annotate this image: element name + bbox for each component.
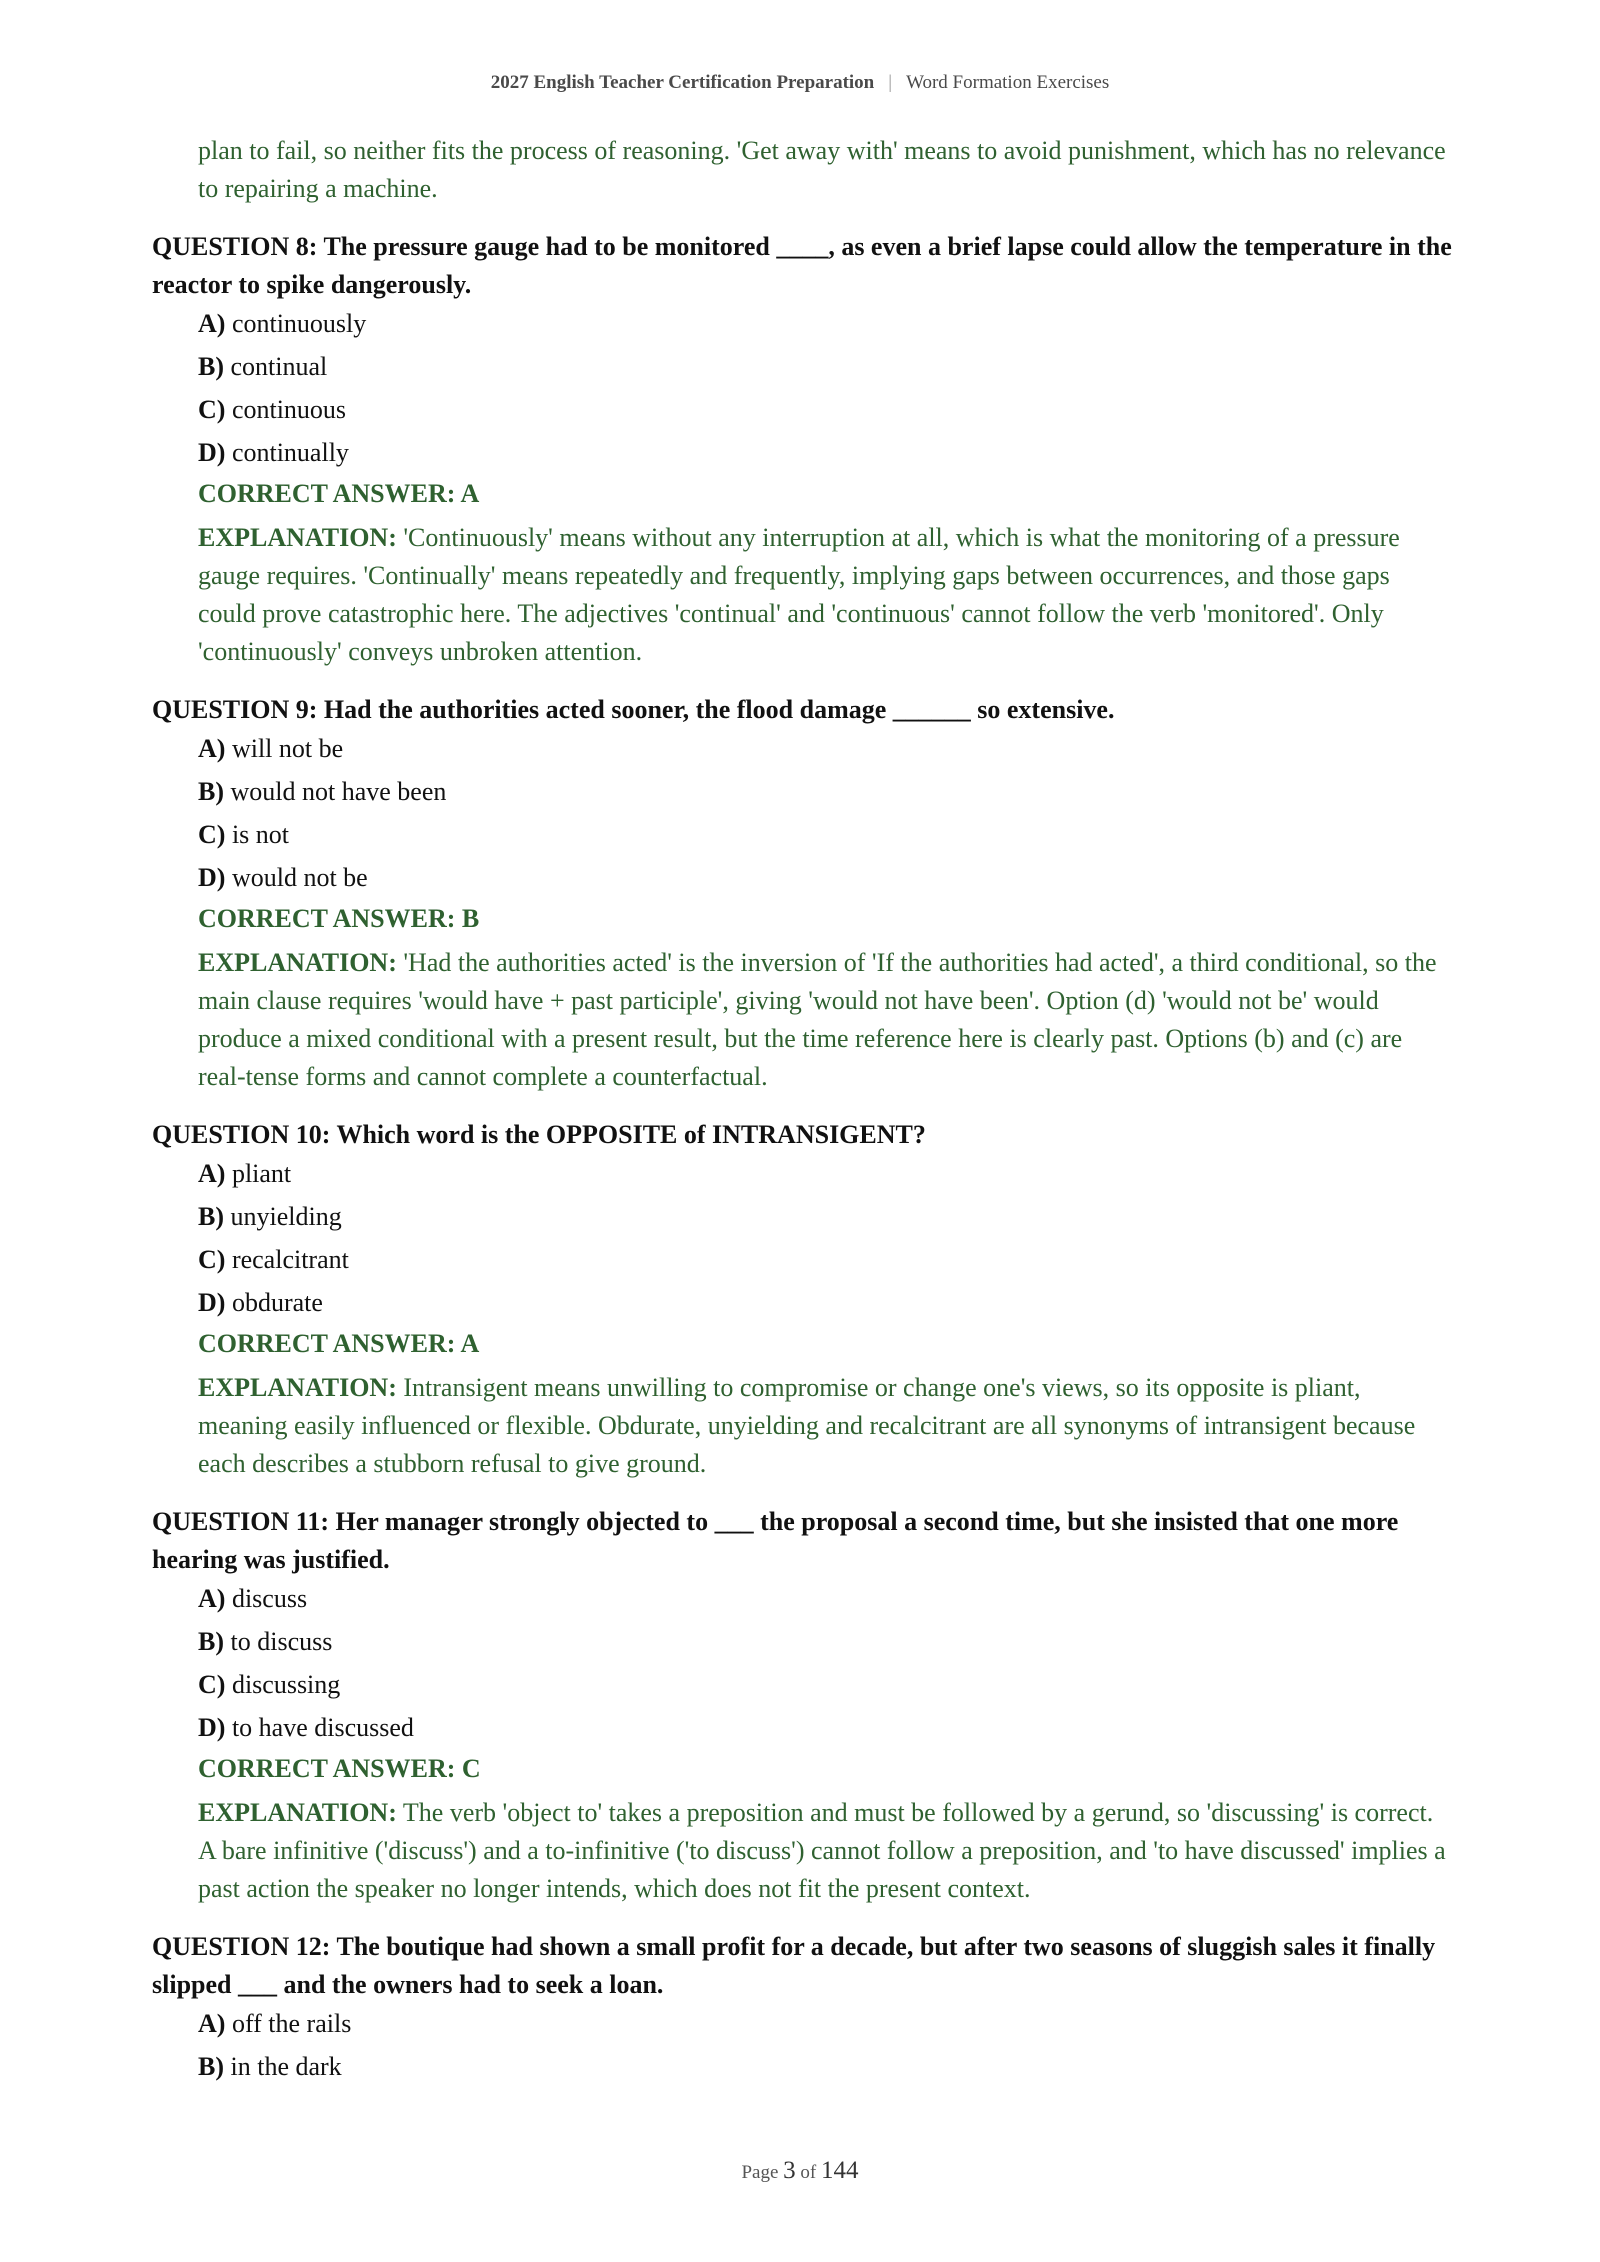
options-list <box>198 2008 1452 2083</box>
page-label: Page <box>741 2162 779 2183</box>
option-text: continual <box>230 352 328 381</box>
question-text: QUESTION 12: The boutique had shown a small profit for a decade, but after two seasons of sluggish sales it finally slipped ___ and the owners had to seek a loan. <box>152 1932 1436 1999</box>
explanation-text: The verb 'object to' takes a preposition and must be followed by a gerund, so 'discussing' is correct. A bare infinitive ('discuss') and a to-infinitive ('to discuss') cannot follow a preposition, and 'to have discussed' implies a past action the speaker no longer intends, which does not fit the present context. <box>198 1798 1446 1903</box>
option-letter: C) <box>198 1245 226 1274</box>
option-text: pliant <box>231 1159 292 1188</box>
option-letter: B) <box>198 777 224 806</box>
option-text: in the dark <box>230 2052 342 2081</box>
options-list <box>198 1583 1452 1744</box>
option-text: would not be <box>231 863 368 892</box>
option-letter: A) <box>198 1159 226 1188</box>
option-a <box>198 308 1452 340</box>
option-letter: D) <box>198 1288 226 1317</box>
correct-answer: CORRECT ANSWER: B <box>198 904 480 933</box>
option-text: is not <box>231 820 290 849</box>
option-letter: C) <box>198 1670 226 1699</box>
option-text: continuous <box>231 395 347 424</box>
explanation <box>198 1794 1452 1908</box>
option-c <box>198 819 1452 851</box>
option-letter: D) <box>198 1713 226 1742</box>
option-text: continually <box>231 438 349 467</box>
explanation <box>198 1369 1452 1483</box>
page-number: 3 <box>783 2157 796 2184</box>
options-list <box>198 733 1452 894</box>
total-pages: 144 <box>821 2157 859 2184</box>
option-text: would not have been <box>230 777 447 806</box>
page-content <box>152 132 1452 2094</box>
option-letter: A) <box>198 1584 226 1613</box>
option-c <box>198 1244 1452 1276</box>
previous-explanation-continuation: plan to fail, so neither fits the process of reasoning. 'Get away with' means to avoid punishment, which has no relevance to repairing a machine. <box>198 136 1446 203</box>
option-letter: B) <box>198 2052 224 2081</box>
option-d <box>198 1712 1452 1744</box>
option-b <box>198 776 1452 808</box>
question-block-10 <box>152 1116 1452 1483</box>
option-a <box>198 2008 1452 2040</box>
section-title: Word Formation Exercises <box>906 72 1110 93</box>
question-text: QUESTION 8: The pressure gauge had to be monitored ____, as even a brief lapse could allow the temperature in the reactor to spike dangerously. <box>152 232 1452 299</box>
option-letter: B) <box>198 1627 224 1656</box>
option-letter: A) <box>198 309 226 338</box>
explanation-label: EXPLANATION: <box>198 1373 397 1402</box>
option-text: recalcitrant <box>231 1245 349 1274</box>
option-letter: C) <box>198 395 226 424</box>
option-letter: B) <box>198 352 224 381</box>
question-text: QUESTION 11: Her manager strongly objected to ___ the proposal a second time, but she insisted that one more hearing was justified. <box>152 1507 1399 1574</box>
option-letter: C) <box>198 820 226 849</box>
document-title: 2027 English Teacher Certification Preparation <box>490 72 875 93</box>
option-letter: D) <box>198 863 226 892</box>
option-d <box>198 1287 1452 1319</box>
option-text: discussing <box>231 1670 341 1699</box>
explanation-text: 'Had the authorities acted' is the inversion of 'If the authorities had acted', a third conditional, so the main clause requires 'would have + past participle', giving 'would not have been'. Option (d) 'would not be' would produce a mixed conditional with a present result, but the time reference here is clearly past. Options (b) and (c) are real-tense forms and cannot complete a counterfactual. <box>198 948 1437 1091</box>
explanation-text: Intransigent means unwilling to compromise or change one's views, so its opposite is pliant, meaning easily influenced or flexible. Obdurate, unyielding and recalcitrant are all synonyms of intransigent because each describes a stubborn refusal to give ground. <box>198 1373 1416 1478</box>
option-b <box>198 351 1452 383</box>
option-c <box>198 394 1452 426</box>
option-text: to have discussed <box>231 1713 414 1742</box>
header-separator: | <box>888 72 893 93</box>
correct-answer: CORRECT ANSWER: A <box>198 1329 480 1358</box>
option-a <box>198 1158 1452 1190</box>
option-b <box>198 1201 1452 1233</box>
explanation <box>198 944 1452 1096</box>
option-text: will not be <box>231 734 344 763</box>
explanation-text: 'Continuously' means without any interruption at all, which is what the monitoring of a pressure gauge requires. 'Continually' means repeatedly and frequently, implying gaps between occurrences, and those gaps could prove catastrophic here. The adjectives 'continual' and 'continuous' cannot follow the verb 'monitored'. Only 'continuously' conveys unbroken attention. <box>198 523 1400 666</box>
option-text: obdurate <box>231 1288 323 1317</box>
question-block-9 <box>152 691 1452 1096</box>
option-a <box>198 1583 1452 1615</box>
question-block-12 <box>152 1928 1452 2083</box>
question-text: QUESTION 10: Which word is the OPPOSITE of INTRANSIGENT? <box>152 1120 926 1149</box>
option-text: off the rails <box>231 2009 352 2038</box>
page-footer <box>0 2157 1600 2185</box>
option-text: to discuss <box>230 1627 333 1656</box>
option-text: discuss <box>231 1584 308 1613</box>
explanation-label: EXPLANATION: <box>198 523 397 552</box>
option-text: continuously <box>231 309 367 338</box>
option-b <box>198 1626 1452 1658</box>
of-label: of <box>800 2162 817 2183</box>
options-list <box>198 1158 1452 1319</box>
explanation-label: EXPLANATION: <box>198 948 397 977</box>
option-b <box>198 2051 1452 2083</box>
explanation-label: EXPLANATION: <box>198 1798 397 1827</box>
page-header <box>0 72 1600 94</box>
option-d <box>198 437 1452 469</box>
options-list <box>198 308 1452 469</box>
option-text: unyielding <box>230 1202 342 1231</box>
option-c <box>198 1669 1452 1701</box>
option-letter: B) <box>198 1202 224 1231</box>
option-letter: D) <box>198 438 226 467</box>
option-letter: A) <box>198 734 226 763</box>
option-a <box>198 733 1452 765</box>
question-text: QUESTION 9: Had the authorities acted sooner, the flood damage ______ so extensive. <box>152 695 1115 724</box>
correct-answer: CORRECT ANSWER: A <box>198 479 480 508</box>
explanation <box>198 519 1452 671</box>
option-d <box>198 862 1452 894</box>
correct-answer: CORRECT ANSWER: C <box>198 1754 481 1783</box>
option-letter: A) <box>198 2009 226 2038</box>
question-block-8 <box>152 228 1452 671</box>
question-block-11 <box>152 1503 1452 1908</box>
